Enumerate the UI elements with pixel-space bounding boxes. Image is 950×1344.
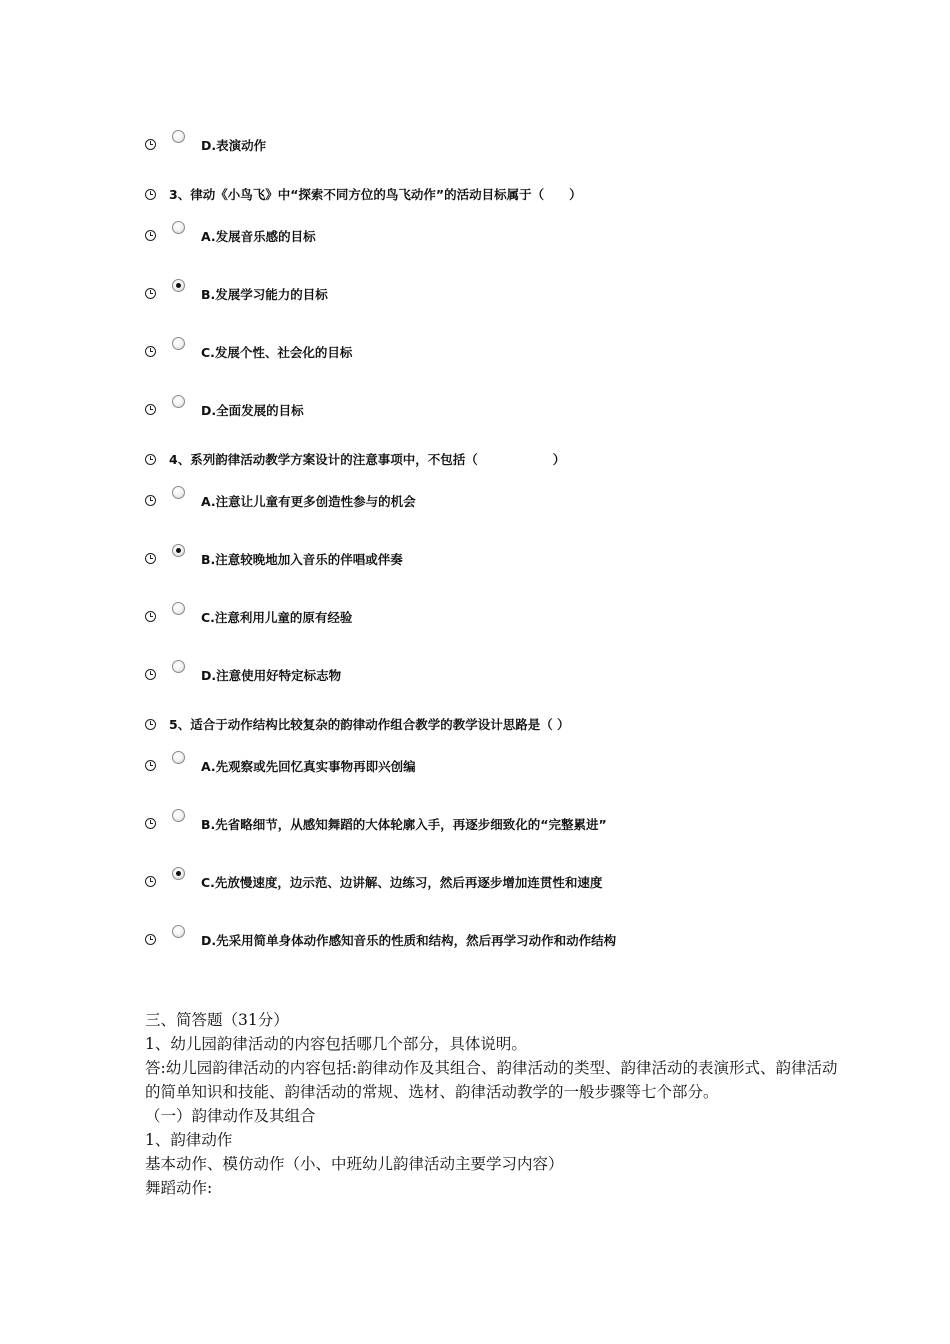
radio-button-selected[interactable] bbox=[172, 544, 185, 557]
radio-button-selected[interactable] bbox=[172, 279, 185, 292]
option-row[interactable] bbox=[145, 809, 905, 839]
option-row[interactable] bbox=[145, 486, 905, 516]
clock-icon bbox=[145, 719, 156, 730]
clock-icon bbox=[145, 553, 156, 564]
question-text: 5、适合于动作结构比较复杂的韵律动作组合教学的教学设计思路是（ ） bbox=[169, 717, 570, 732]
clock-icon bbox=[145, 876, 156, 887]
subheading: 1、韵律动作 bbox=[145, 1131, 233, 1149]
option-label: D.先采用简单身体动作感知音乐的性质和结构，然后再学习动作和动作结构 bbox=[201, 933, 617, 948]
radio-button[interactable] bbox=[172, 221, 185, 234]
option-label: A.注意让儿童有更多创造性参与的机会 bbox=[201, 494, 416, 509]
clock-icon bbox=[145, 454, 156, 465]
option-row[interactable] bbox=[145, 751, 905, 781]
option-label: C.先放慢速度，边示范、边讲解、边练习，然后再逐步增加连贯性和速度 bbox=[201, 875, 603, 890]
question-row bbox=[145, 445, 905, 475]
option-label: B.注意较晚地加入音乐的伴唱或伴奏 bbox=[201, 552, 403, 567]
clock-icon bbox=[145, 346, 156, 357]
option-label: D.表演动作 bbox=[201, 138, 267, 153]
option-label: C.注意利用儿童的原有经验 bbox=[201, 610, 353, 625]
option-row[interactable] bbox=[145, 925, 905, 955]
question-text: 4、系列韵律活动教学方案设计的注意事项中，不包括（ ） bbox=[169, 452, 566, 467]
option-row[interactable] bbox=[145, 279, 905, 309]
option-label: D.全面发展的目标 bbox=[201, 403, 304, 418]
clock-icon bbox=[145, 139, 156, 150]
option-row[interactable] bbox=[145, 660, 905, 690]
radio-button[interactable] bbox=[172, 660, 185, 673]
radio-button[interactable] bbox=[172, 809, 185, 822]
radio-button-selected[interactable] bbox=[172, 867, 185, 880]
option-label: A.发展音乐感的目标 bbox=[201, 229, 316, 244]
option-row[interactable] bbox=[145, 130, 905, 160]
option-row[interactable] bbox=[145, 221, 905, 251]
clock-icon bbox=[145, 230, 156, 241]
option-row[interactable] bbox=[145, 395, 905, 425]
clock-icon bbox=[145, 288, 156, 299]
subheading: （一）韵律动作及其组合 bbox=[145, 1107, 316, 1125]
option-label: B.先省略细节，从感知舞蹈的大体轮廓入手，再逐步细致化的“完整累进” bbox=[201, 817, 607, 832]
clock-icon bbox=[145, 669, 156, 680]
option-row[interactable] bbox=[145, 867, 905, 897]
radio-button[interactable] bbox=[172, 602, 185, 615]
option-label: C.发展个性、社会化的目标 bbox=[201, 345, 353, 360]
question-row bbox=[145, 180, 905, 210]
clock-icon bbox=[145, 611, 156, 622]
short-answer-section bbox=[145, 1008, 845, 1200]
clock-icon bbox=[145, 495, 156, 506]
clock-icon bbox=[145, 404, 156, 415]
radio-button[interactable] bbox=[172, 337, 185, 350]
option-row[interactable] bbox=[145, 602, 905, 632]
option-label: A.先观察或先回忆真实事物再即兴创编 bbox=[201, 759, 416, 774]
option-label: D.注意使用好特定标志物 bbox=[201, 668, 342, 683]
clock-icon bbox=[145, 934, 156, 945]
section-heading: 三、简答题（31分） bbox=[145, 1011, 289, 1029]
short-answer-question: 1、幼儿园韵律活动的内容包括哪几个部分，具体说明。 bbox=[145, 1035, 527, 1053]
option-label: B.发展学习能力的目标 bbox=[201, 287, 328, 302]
radio-button[interactable] bbox=[172, 486, 185, 499]
answer-text: 答:幼儿园韵律活动的内容包括:韵律动作及其组合、韵律活动的类型、韵律活动的表演形式、韵律活动的简单知识和技能、韵律活动的常规、选材、韵律活动教学的一般步骤等七个部分。 bbox=[145, 1059, 838, 1101]
clock-icon bbox=[145, 760, 156, 771]
clock-icon bbox=[145, 189, 156, 200]
question-row bbox=[145, 710, 905, 740]
option-row[interactable] bbox=[145, 337, 905, 367]
option-row[interactable] bbox=[145, 544, 905, 574]
radio-button[interactable] bbox=[172, 925, 185, 938]
clock-icon bbox=[145, 818, 156, 829]
question-text: 3、律动《小鸟飞》中“探索不同方位的鸟飞动作”的活动目标属于（ ） bbox=[169, 187, 582, 202]
radio-button[interactable] bbox=[172, 130, 185, 143]
radio-button[interactable] bbox=[172, 751, 185, 764]
radio-button[interactable] bbox=[172, 395, 185, 408]
answer-line: 基本动作、模仿动作（小、中班幼儿韵律活动主要学习内容） bbox=[145, 1155, 564, 1173]
answer-line: 舞蹈动作: bbox=[145, 1179, 213, 1197]
